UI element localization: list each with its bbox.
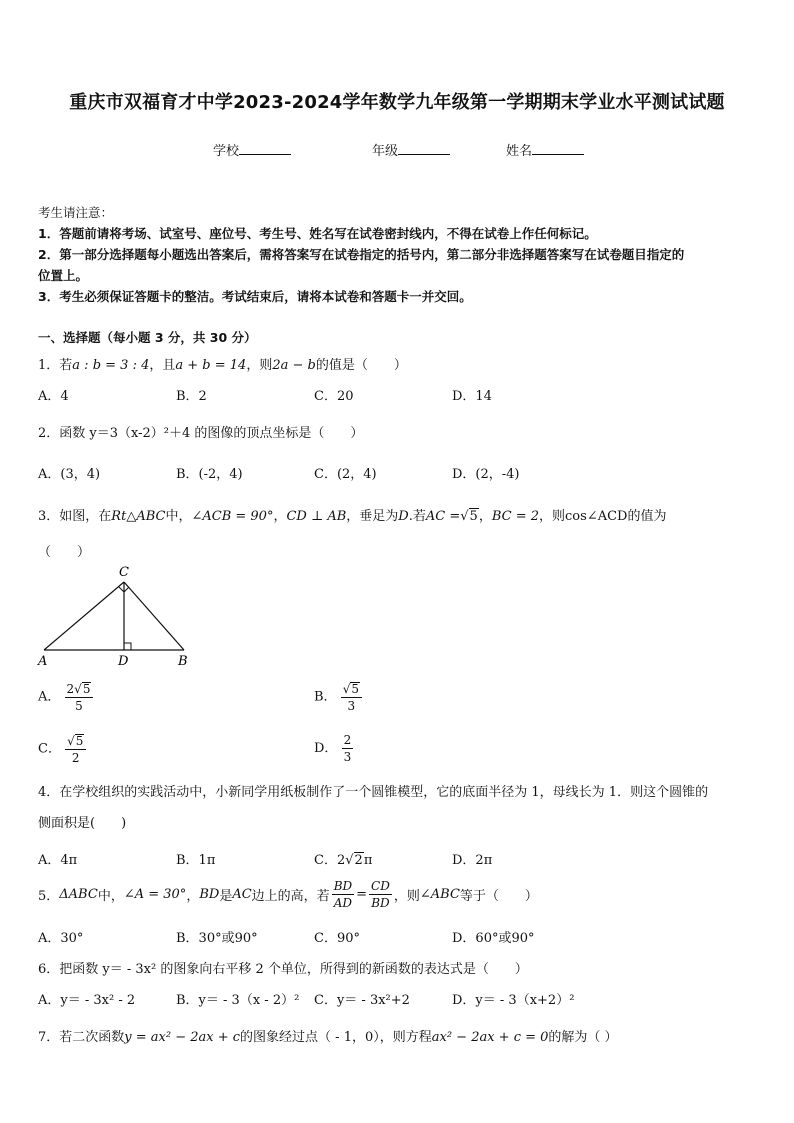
q2-option-d: D．(2，-4) [452, 467, 520, 482]
q1-sum: a + b = 14 [175, 358, 247, 373]
q3-rt: Rt [111, 509, 127, 524]
q3-d: D [398, 509, 409, 524]
q7-function: y = ax² − 2ax + c [124, 1030, 241, 1045]
q3-ac: AC = [425, 509, 461, 524]
triangle-figure [30, 562, 200, 672]
grade-label: 年级 [372, 144, 399, 159]
q3-text7: ，则 [539, 509, 566, 524]
q1-text3: ，则 [246, 358, 273, 373]
q4-option-d: D．2π [452, 853, 493, 868]
q3-text5: .若 [408, 509, 426, 524]
q2-option-b: B．(-2，4) [176, 467, 243, 482]
q1-text2: ，且 [149, 358, 176, 373]
q5-option-a: A．30° [38, 931, 84, 946]
q6-option-b: B．y＝ - 3（x - 2）² [176, 993, 300, 1008]
q3-text8: 的值为 [627, 509, 667, 524]
question-7: 7．若二次函数y = ax² − 2ax + c的图象经过点（ - 1，0），则方程ax² − 2ax + c = 0的解为（ ） [38, 1030, 618, 1045]
note-item-2-cont: 位置上。 [38, 268, 89, 283]
q3-option-b: B． √ 5 3 [314, 682, 362, 712]
q2-option-a: A．(3，4) [38, 467, 101, 482]
q5-option-b: B．30°或90° [176, 931, 258, 946]
side-cb [124, 582, 184, 650]
name-blank [532, 142, 584, 155]
q1-expr: 2a − b [272, 358, 316, 373]
school-blank [239, 142, 291, 155]
name-field [506, 140, 584, 159]
q4-option-a: A．4π [38, 853, 78, 868]
q1-text: 若 [59, 358, 73, 373]
q2-option-c: C．(2，4) [314, 467, 377, 482]
q1-option-c: C．20 [314, 389, 354, 404]
q3-option-c: C． √ 5 2 [38, 734, 86, 764]
q3-paren: （ ） [38, 545, 91, 560]
grade-blank [398, 142, 450, 155]
q6-option-d: D．y＝ - 3（x+2）² [452, 993, 575, 1008]
q1-number: 1． [38, 358, 60, 373]
q3-triangle: △ [126, 509, 137, 524]
note-item-1: 1．答题前请将考场、试室号、座位号、考生号、姓名写在试卷密封线内，不得在试卷上作任何标记。 [38, 226, 597, 241]
side-ac [44, 582, 124, 650]
notes-heading: 考生请注意： [38, 205, 114, 220]
label-a: A [38, 654, 48, 669]
q1-option-b: B．2 [176, 389, 207, 404]
question-6: 6．把函数 y＝ - 3x² 的图象向右平移 2 个单位，所得到的新函数的表达式是（ ） [38, 962, 528, 977]
q3-option-d: D． $\frac{2}{3}$ [314, 733, 352, 764]
q3-text4: ，垂足为 [346, 509, 399, 524]
q3-bc: BC = 2 [491, 509, 540, 524]
q6-option-c: C．y＝ - 3x²+2 [314, 993, 410, 1008]
q3-sqrt5: √ 5 [460, 509, 478, 524]
q3-text6: ， [478, 509, 492, 524]
q7-equation: ax² − 2ax + c = 0 [431, 1030, 549, 1045]
q5-option-c: C．90° [314, 931, 360, 946]
grade-field [372, 140, 450, 159]
question-4-cont: 侧面积是( ) [38, 816, 127, 831]
question-4: 4．在学校组织的实践活动中，小新同学用纸板制作了一个圆锥模型，它的底面半径为 1，母线长为 1．则这个圆锥的 [38, 785, 709, 800]
question-1 [38, 354, 407, 373]
q3-abc: ABC [136, 509, 166, 524]
q1-option-a: A．4 [38, 389, 69, 404]
q1-option-d: D．14 [452, 389, 492, 404]
q1-ratio: a : b = 3 : 4 [72, 358, 150, 373]
label-b: B [178, 654, 188, 669]
page-title: 重庆市双福育才中学2023-2024学年数学九年级第一学期期末学业水平测试试题 [69, 92, 725, 113]
q3-text2: 中， [165, 509, 192, 524]
q3-text: 如图，在 [59, 509, 112, 524]
name-label: 姓名 [506, 144, 533, 159]
q3-cos: cos∠ACD [565, 509, 628, 524]
q1-text4: 的值是（ ） [315, 358, 407, 373]
note-item-2: 2．第一部分选择题每小题选出答案后，需将答案写在试卷指定的括号内，第二部分非选择题答案写在试卷题目指定的 [38, 247, 685, 262]
question-2: 2．函数 y＝3（x-2）²＋4 的图像的顶点坐标是（ ） [38, 426, 364, 441]
label-d: D [118, 654, 129, 669]
right-angle-mark-d [124, 643, 131, 650]
school-label: 学校 [213, 144, 240, 159]
section-heading: 一、选择题（每小题 3 分，共 30 分） [38, 330, 257, 345]
q3-text3: ， [273, 509, 287, 524]
label-c: C [119, 565, 129, 580]
q4-option-c: C．2√ 2 π [314, 853, 373, 868]
q5-option-d: D．60°或90° [452, 931, 535, 946]
q4-option-b: B．1π [176, 853, 216, 868]
q6-option-a: A．y＝ - 3x² - 2 [38, 993, 136, 1008]
q3-number: 3． [38, 509, 60, 524]
school-field [213, 140, 291, 159]
note-item-3: 3．考生必须保证答题卡的整洁。考试结束后，请将本试卷和答题卡一并交回。 [38, 289, 472, 304]
q3-angle: ∠ACB = 90° [191, 509, 274, 524]
q3-option-a: A． 2√ 5 5 [38, 682, 93, 712]
question-5: 5． ΔABC 中， ∠A = 30° ， BD 是 AC 边上的高，若 $\frac{BD}{AD}$ = $\frac{CD}{BD}$ ，则 ∠ABC 等于（ ） [38, 879, 538, 910]
q3-perp: CD ⊥ AB [286, 509, 347, 524]
question-3 [38, 505, 666, 524]
